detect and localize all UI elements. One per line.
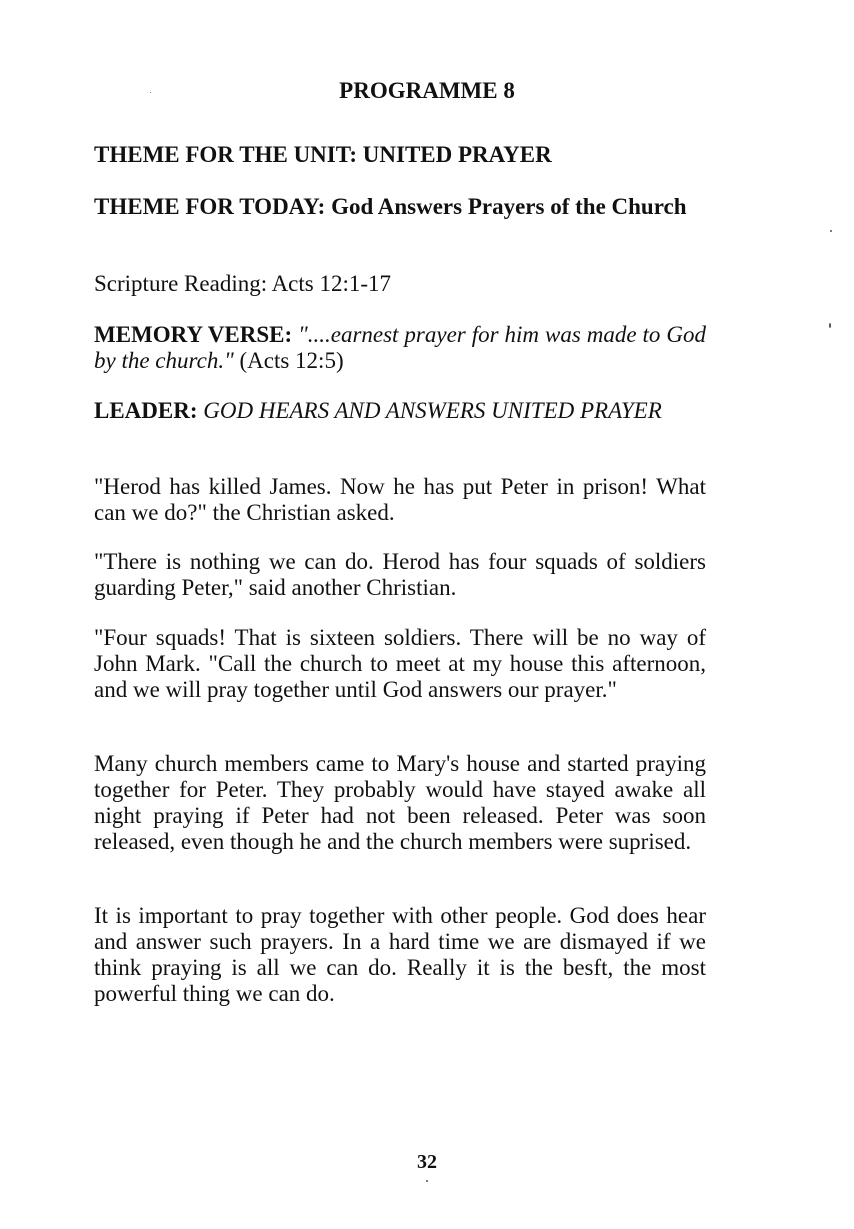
body-paragraph: "Herod has killed James. Now he has put Peter in prison! What can we do?" the Christian asked. xyxy=(94,474,706,525)
body-paragraph: It is important to pray together with other people. God does hear and answer such prayers. In a hard time we are dismayed if we think praying is all we can do. Really it is the besft, the most powerful thing we can do. xyxy=(94,903,706,1006)
leader-text: GOD HEARS AND ANSWERS UNITED PRAYER xyxy=(203,398,662,423)
scan-speck xyxy=(829,323,831,328)
scan-speck xyxy=(426,1180,428,1182)
memory-verse-label: MEMORY VERSE: xyxy=(94,322,293,347)
programme-title: PROGRAMME 8 xyxy=(339,78,515,103)
today-theme-label: THEME FOR TODAY: xyxy=(94,194,326,219)
scripture-reading: Scripture Reading: Acts 12:1-17 xyxy=(94,271,392,296)
today-theme xyxy=(94,194,706,220)
body-paragraph: "Four squads! That is sixteen soldiers. There will be no way of John Mark. "Call the church to meet at my house this afternoon, and we will pray together until God answers our prayer." xyxy=(94,625,706,702)
page-number: 32 xyxy=(417,1151,437,1173)
memory-verse-reference: (Acts 12:5) xyxy=(239,348,344,373)
today-theme-text: God Answers Prayers of the Church xyxy=(331,194,687,219)
leader-label: LEADER: xyxy=(94,398,198,423)
leader-heading xyxy=(94,398,706,424)
scan-speck xyxy=(830,230,832,232)
memory-verse xyxy=(94,322,706,374)
body-paragraph: "There is nothing we can do. Herod has four squads of soldiers guarding Peter," said another Christian. xyxy=(94,549,706,600)
scan-speck xyxy=(150,92,151,93)
body-paragraph: Many church members came to Mary's house and started praying together for Peter. They probably would have stayed awake all night praying if Peter had not been released. Peter was soon released, even though he and the church members were suprised. xyxy=(94,751,706,854)
unit-theme: THEME FOR THE UNIT: UNITED PRAYER xyxy=(94,142,552,167)
memory-verse-quote: "....earnest prayer for him was made to God by the church." xyxy=(94,322,706,373)
